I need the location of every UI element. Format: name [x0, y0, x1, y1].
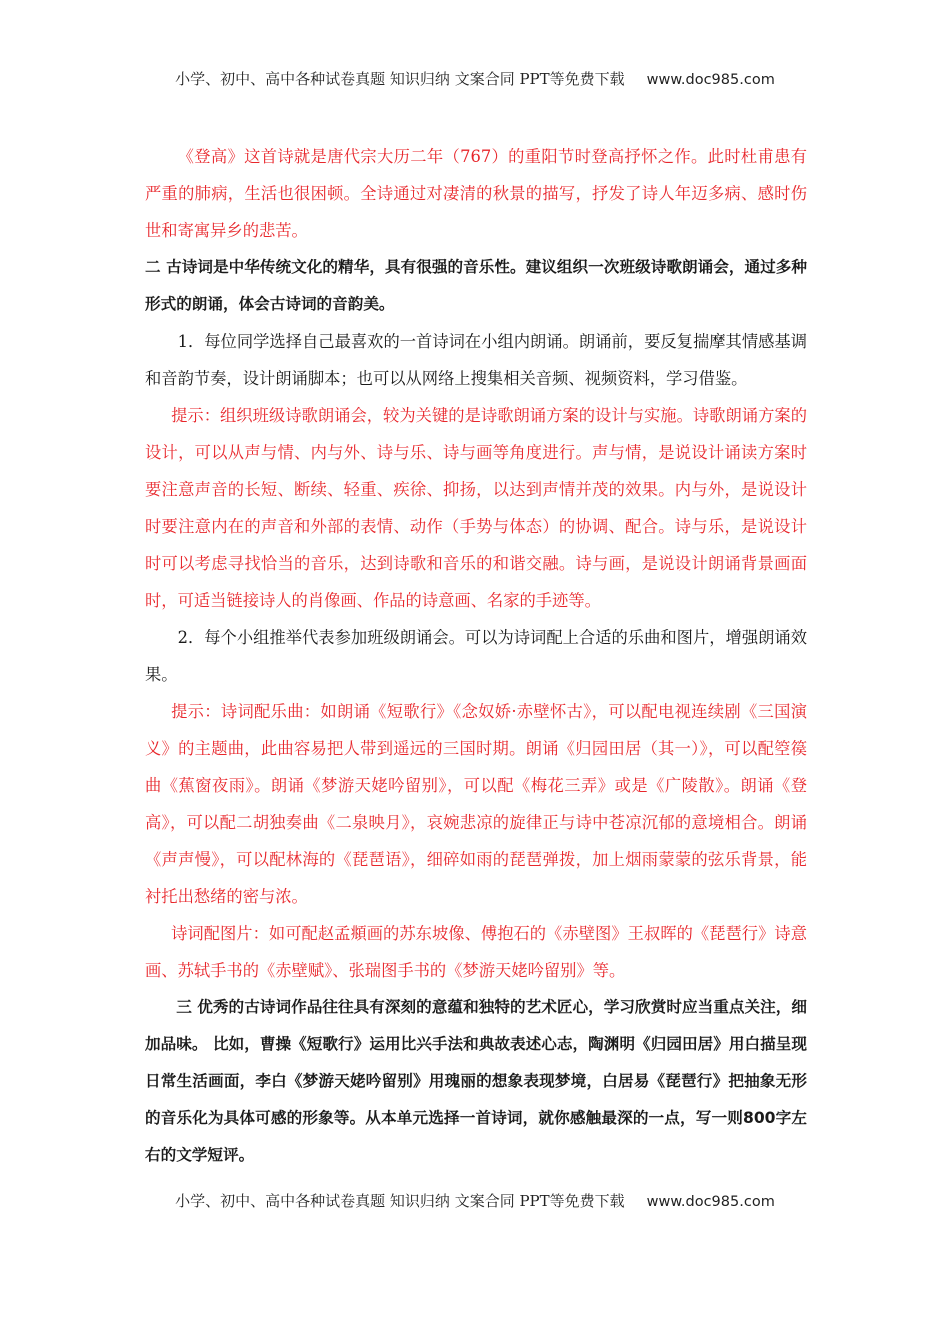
header-site-link[interactable]: www.doc985.com [646, 72, 775, 88]
section-two-item-1: 1．每位同学选择自己最喜欢的一首诗词在小组内朗诵。朗诵前，要反复揣摩其情感基调和音韵节奏，设计朗诵脚本；也可以从网络上搜集相关音频、视频资料，学习借鉴。 [145, 332, 807, 388]
hint-recitation-design: 提示：组织班级诗歌朗诵会，较为关键的是诗歌朗诵方案的设计与实施。诗歌朗诵方案的设计，可以从声与情、内与外、诗与乐、诗与画等角度进行。声与情，是说设计诵读方案时要注意声音的长短、断续、轻重、疾徐、抑扬，以达到声情并茂的效果。内与外，是说设计时要注意内在的声音和外部的表情、动作（手势与体态）的协调、配合。诗与乐，是说设计时可以考虑寻找恰当的音乐，达到诗歌和音乐的和谐交融。诗与画，是说设计朗诵背景画面时，可适当链接诗人的肖像画、作品的诗意画、名家的手迹等。 [145, 406, 807, 610]
header-text: 小学、初中、高中各种试卷真题 知识归纳 文案合同 PPT等免费下载 [175, 70, 625, 88]
page-header [0, 68, 950, 89]
section-two-heading: 二 古诗词是中华传统文化的精华，具有很强的音乐性。建议组织一次班级诗歌朗诵会，通过多种形式的朗诵，体会古诗词的音韵美。 [145, 258, 807, 313]
section-two-item-2: 2．每个小组推举代表参加班级朗诵会。可以为诗词配上合适的乐曲和图片，增强朗诵效果。 [145, 628, 807, 684]
section-three-heading: 三 优秀的古诗词作品往往具有深刻的意蕴和独特的艺术匠心，学习欣赏时应当重点关注，细加品味。 比如，曹操《短歌行》运用比兴手法和典故表述心志，陶渊明《归园田居》用白描呈现日常生活画面，李白《梦游天姥吟留别》用瑰丽的想象表现梦境，白居易《琵琶行》把抽象无形的音乐化为具体可感的形象等。从本单元选择一首诗词，就你感触最深的一点，写一则800字左右的文学短评。 [145, 998, 807, 1164]
hint-music-pairing: 提示：诗词配乐曲：如朗诵《短歌行》《念奴娇·赤壁怀古》，可以配电视连续剧《三国演义》的主题曲，此曲容易把人带到遥远的三国时期。朗诵《归园田居（其一）》，可以配箜篌曲《蕉窗夜雨》。朗诵《梦游天姥吟留别》，可以配《梅花三弄》或是《广陵散》。朗诵《登高》，可以配二胡独奏曲《二泉映月》，哀婉悲凉的旋律正与诗中苍凉沉郁的意境相合。朗诵《声声慢》，可以配林海的《琵琶语》，细碎如雨的琵琶弹拨，加上烟雨蒙蒙的弦乐背景，能衬托出愁绪的密与浓。 [145, 702, 807, 906]
footer-text: 小学、初中、高中各种试卷真题 知识归纳 文案合同 PPT等免费下载 [175, 1192, 625, 1210]
dengao-intro-paragraph: 《登高》这首诗就是唐代宗大历二年（767）的重阳节时登高抒怀之作。此时杜甫患有严重的肺病，生活也很困顿。全诗通过对凄清的秋景的描写，抒发了诗人年迈多病、感时伤世和寄寓异乡的悲苦。 [145, 147, 807, 240]
hint-picture-pairing: 诗词配图片：如可配赵孟頫画的苏东坡像、傅抱石的《赤壁图》王叔晖的《琵琶行》诗意画、苏轼手书的《赤壁赋》、张瑞图手书的《梦游天姥吟留别》等。 [145, 924, 807, 980]
document-body [145, 138, 807, 1174]
page-footer [0, 1190, 950, 1211]
footer-site-link[interactable]: www.doc985.com [646, 1194, 775, 1210]
